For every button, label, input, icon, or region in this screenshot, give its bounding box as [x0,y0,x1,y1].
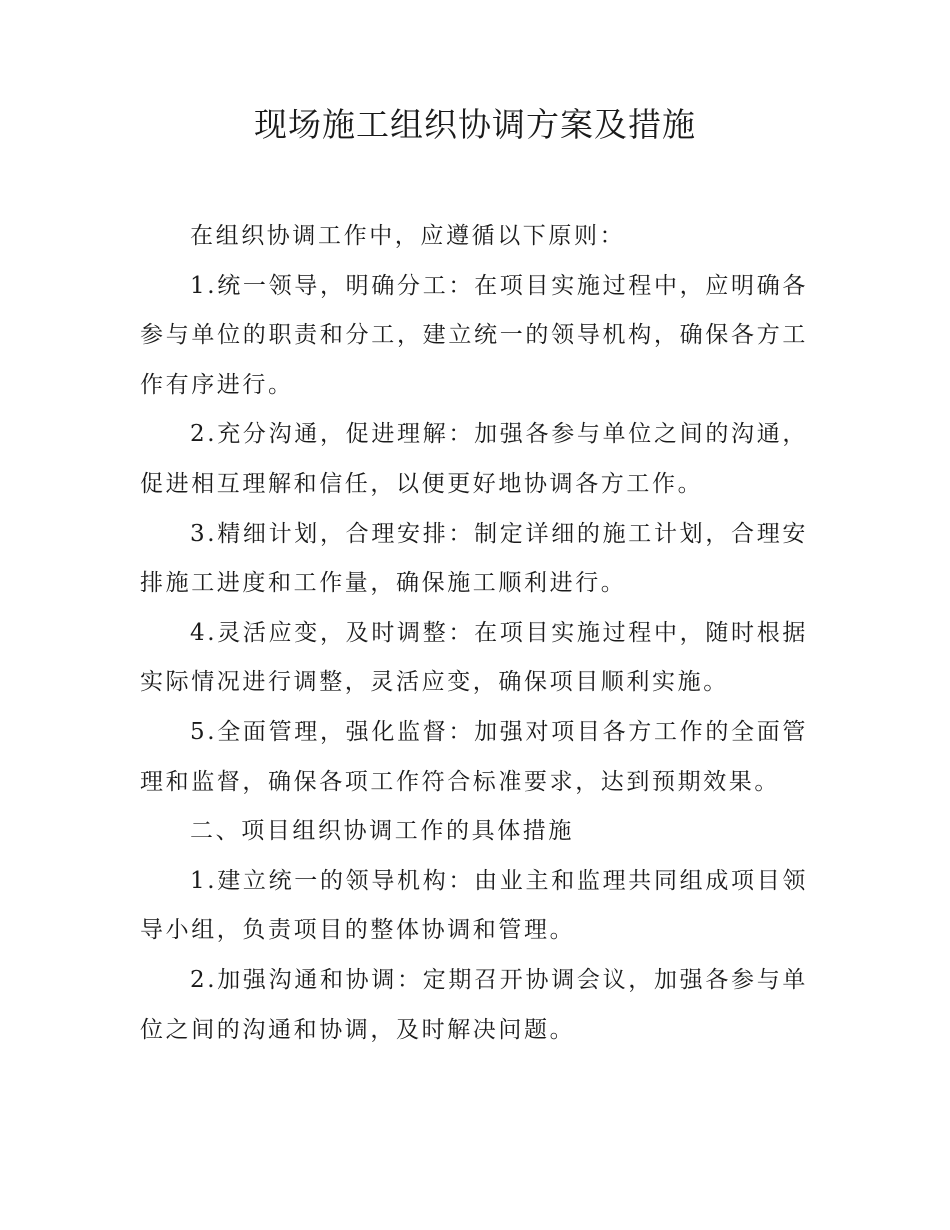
document-title: 现场施工组织协调方案及措施 [254,105,696,144]
section-heading: 二、项目组织协调工作的具体措施 [190,818,574,845]
principle-3-paragraph: 3.精细计划，合理安排：制定详细的施工计划，合理安排施工进度和工作量，确保施工顺利进行。 [140,520,808,597]
principle-2-paragraph: 2.充分沟通，促进理解：加强各参与单位之间的沟通，促进相互理解和信任，以便更好地协调各方工作。 [140,421,808,497]
principle-5-paragraph: 5.全面管理，强化监督：加强对项目各方工作的全面管理和监督，确保各项工作符合标准要求，达到预期效果。 [140,718,808,795]
principle-4-paragraph: 4.灵活应变，及时调整：在项目实施过程中，随时根据实际情况进行调整，灵活应变，确保项目顺利实施。 [140,619,808,696]
document-body [140,212,808,1055]
measure-1-paragraph: 1.建立统一的领导机构：由业主和监理共同组成项目领导小组，负责项目的整体协调和管理。 [140,867,808,944]
intro-paragraph: 在组织协调工作中，应遵循以下原则： [190,223,626,249]
principle-1-paragraph: 1.统一领导，明确分工：在项目实施过程中，应明确各参与单位的职责和分工，建立统一的领导机构，确保各方工作有序进行。 [140,272,808,398]
measure-2-paragraph: 2.加强沟通和协调：定期召开协调会议，加强各参与单位之间的沟通和协调，及时解决问题。 [140,966,808,1043]
